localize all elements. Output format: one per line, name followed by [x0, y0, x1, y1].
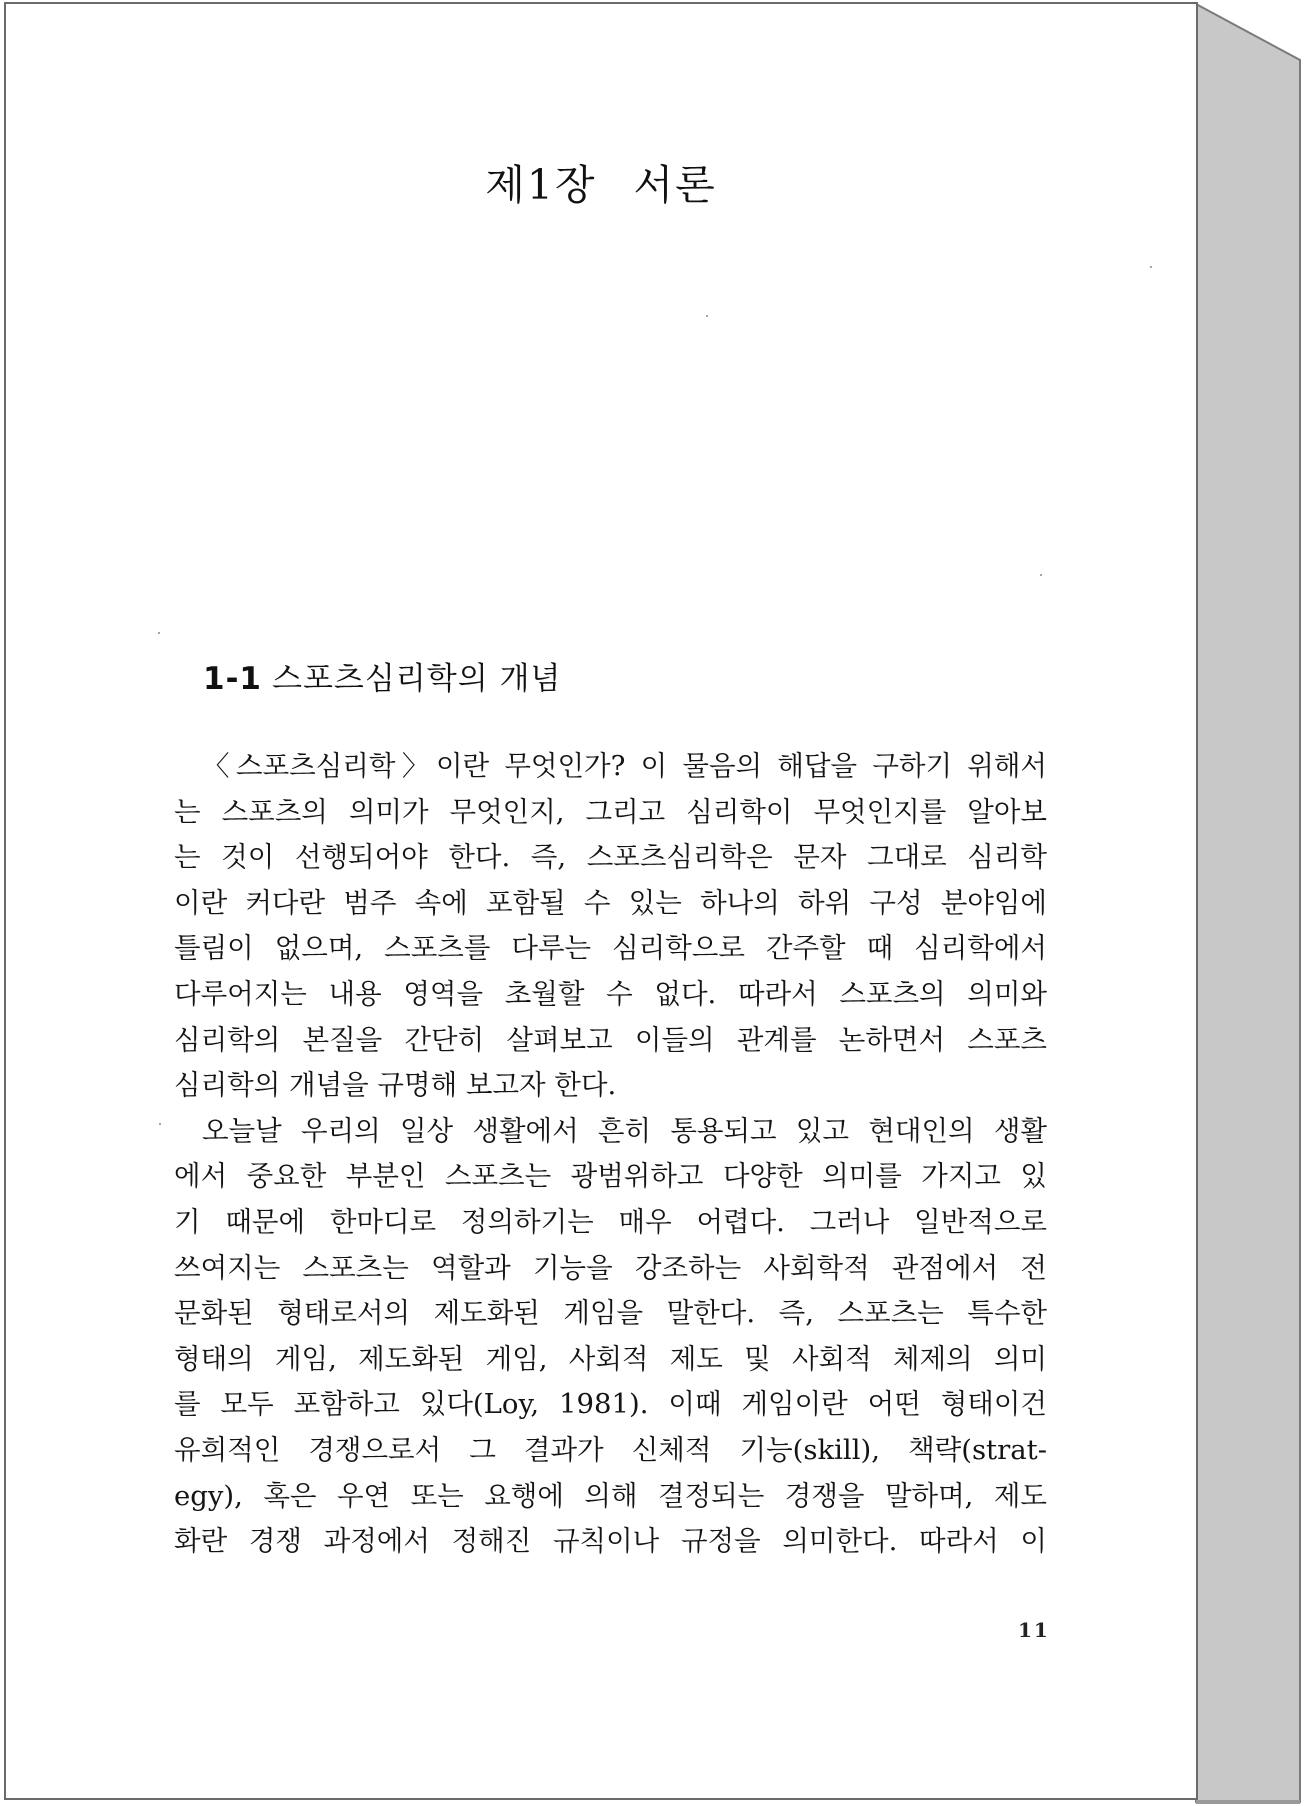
paragraph-1	[174, 744, 1047, 1109]
text-line: 이란 커다란 범주 속에 포함될 수 있는 하나의 하위 구성 분야임에	[174, 886, 1047, 919]
text-line: 유희적인 경쟁으로서 그 결과가 신체적 기능(skill), 책략(strat-	[174, 1433, 1047, 1466]
text-line: 에서 중요한 부분인 스포츠는 광범위하고 다양한 의미를 가지고 있	[174, 1160, 1047, 1193]
scan-speck	[1150, 266, 1152, 268]
text-line: 기 때문에 한마디로 정의하기는 매우 어렵다. 그러나 일반적으로	[174, 1205, 1047, 1238]
text-line: 심리학의 개념을 규명해 보고자 한다.	[174, 1069, 617, 1102]
paragraph-2	[174, 1109, 1047, 1565]
scan-speck	[159, 1123, 161, 1125]
section-title: 스포츠심리학의 개념	[272, 661, 562, 697]
text-line: 심리학의 본질을 간단히 살펴보고 이들의 관계를 논하면서 스포츠	[174, 1023, 1047, 1056]
text-line: 쓰여지는 스포츠는 역할과 기능을 강조하는 사회학적 관점에서 전	[174, 1251, 1047, 1284]
chapter-title: 제1장 서론	[485, 161, 717, 209]
section-number: 1-1	[203, 661, 263, 697]
text-line: 오늘날 우리의 일상 생활에서 흔히 통용되고 있고 현대인의 생활	[202, 1114, 1047, 1147]
scan-speck	[158, 632, 160, 634]
scan-speck	[1040, 574, 1042, 576]
book-page	[4, 2, 1198, 1800]
text-line: 는 스포츠의 의미가 무엇인지, 그리고 심리학이 무엇인지를 알아보	[174, 795, 1047, 828]
scan-speck	[706, 315, 708, 317]
text-line: 화란 경쟁 과정에서 정해진 규칙이나 규정을 의미한다. 따라서 이	[174, 1525, 1047, 1558]
text-line: 〈스포츠심리학〉이란 무엇인가? 이 물음의 해답을 구하기 위해서	[202, 750, 1047, 782]
text-line: 형태의 게임, 제도화된 게임, 사회적 제도 및 사회적 체제의 의미	[174, 1342, 1047, 1375]
body-text	[174, 744, 1047, 1565]
text-line: 문화된 형태로서의 제도화된 게임을 말한다. 즉, 스포츠는 특수한	[174, 1297, 1047, 1330]
text-line: 는 것이 선행되어야 한다. 즉, 스포츠심리학은 문자 그대로 심리학	[174, 841, 1047, 874]
text-line: 틀림이 없으며, 스포츠를 다루는 심리학으로 간주할 때 심리학에서	[174, 932, 1047, 965]
section-heading	[203, 653, 561, 698]
text-line: 를 모두 포함하고 있다(Loy, 1981). 이때 게임이란 어떤 형태이건	[174, 1388, 1047, 1421]
text-line: egy), 혹은 우연 또는 요행에 의해 결정되는 경쟁을 말하며, 제도	[174, 1479, 1047, 1512]
page-number: 11	[1018, 1618, 1050, 1642]
text-line: 다루어지는 내용 영역을 초월할 수 없다. 따라서 스포츠의 의미와	[174, 977, 1047, 1010]
